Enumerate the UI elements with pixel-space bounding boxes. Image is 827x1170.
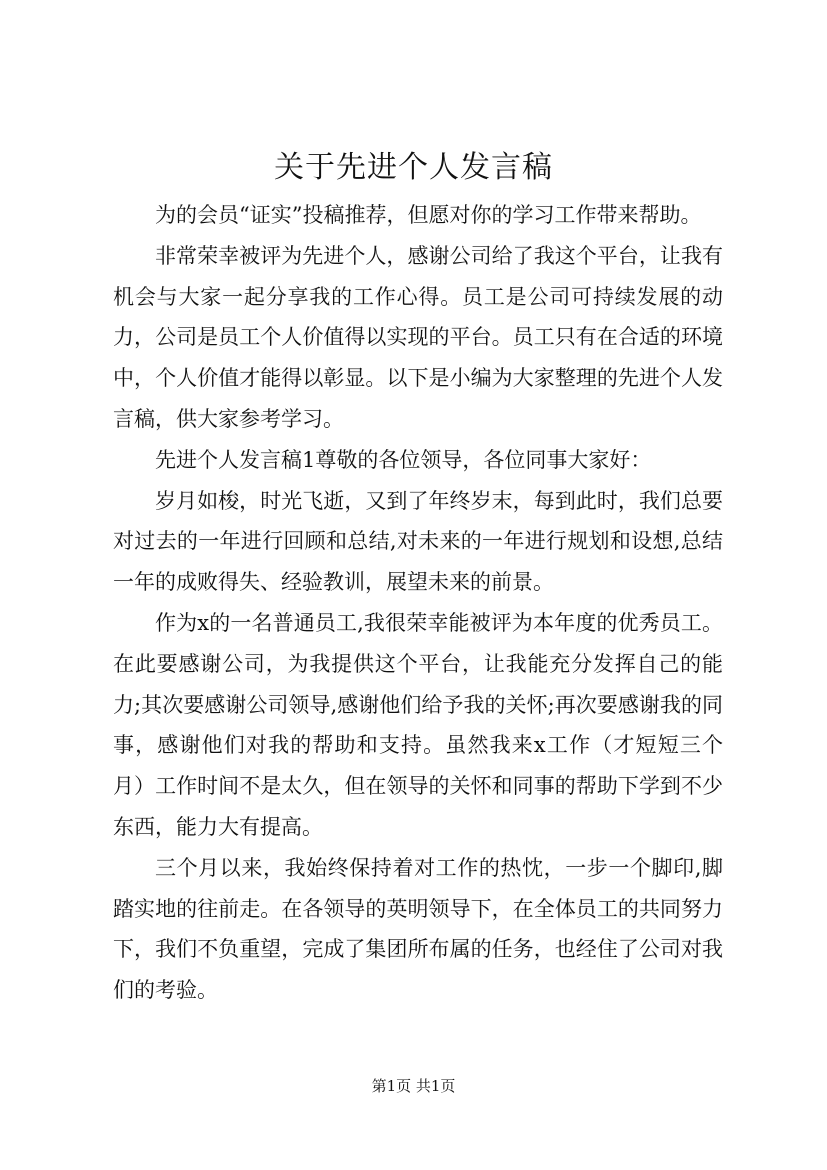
page-number-footer: 第1页 共1页 [371, 1077, 456, 1095]
paragraph-intro: 为的会员“证实”投稿推荐，但愿对你的学习工作带来帮助。 [155, 203, 702, 227]
paragraph-greeting: 先进个人发言稿1尊敬的各位领导，各位同事大家好： [155, 447, 652, 472]
document-title: 关于先进个人发言稿 [274, 150, 553, 185]
document-body [113, 195, 723, 1011]
paragraph-preface: 非常荣幸被评为先进个人，感谢公司给了我这个平台，让我有机会与大家一起分享我的工作心得。员工是公司可持续发展的动力，公司是员工个人价值得以实现的平台。员工只有在合适的环境中，个人价值才能得以彰显。以下是小编为大家整理的先进个人发言稿，供大家参考学习。 [113, 243, 723, 431]
paragraph-work-attitude: 三个月以来，我始终保持着对工作的热忱，一步一个脚印,脚踏实地的往前走。在各领导的英明领导下，在全体员工的共同努力下，我们不负重望，完成了集团所布属的任务，也经住了公司对我们的考验。 [113, 855, 723, 1003]
paragraph-year-review: 岁月如梭，时光飞逝，又到了年终岁末，每到此时，我们总要对过去的一年进行回顾和总结,对未来的一年进行规划和设想,总结一年的成败得失、经验教训，展望未来的前景。 [113, 488, 723, 595]
paragraph-thanks: 作为x的一名普通员工,我很荣幸能被评为本年度的优秀员工。在此要感谢公司，为我提供这个平台，让我能充分发挥自己的能力;其次要感谢公司领导,感谢他们给予我的关怀;再次要感谢我的同事，感谢他们对我的帮助和支持。虽然我来x工作（才短短三个月）工作时间不是太久，但在领导的关怀和同事的帮助下学到不少东西，能力大有提高。 [113, 610, 723, 839]
